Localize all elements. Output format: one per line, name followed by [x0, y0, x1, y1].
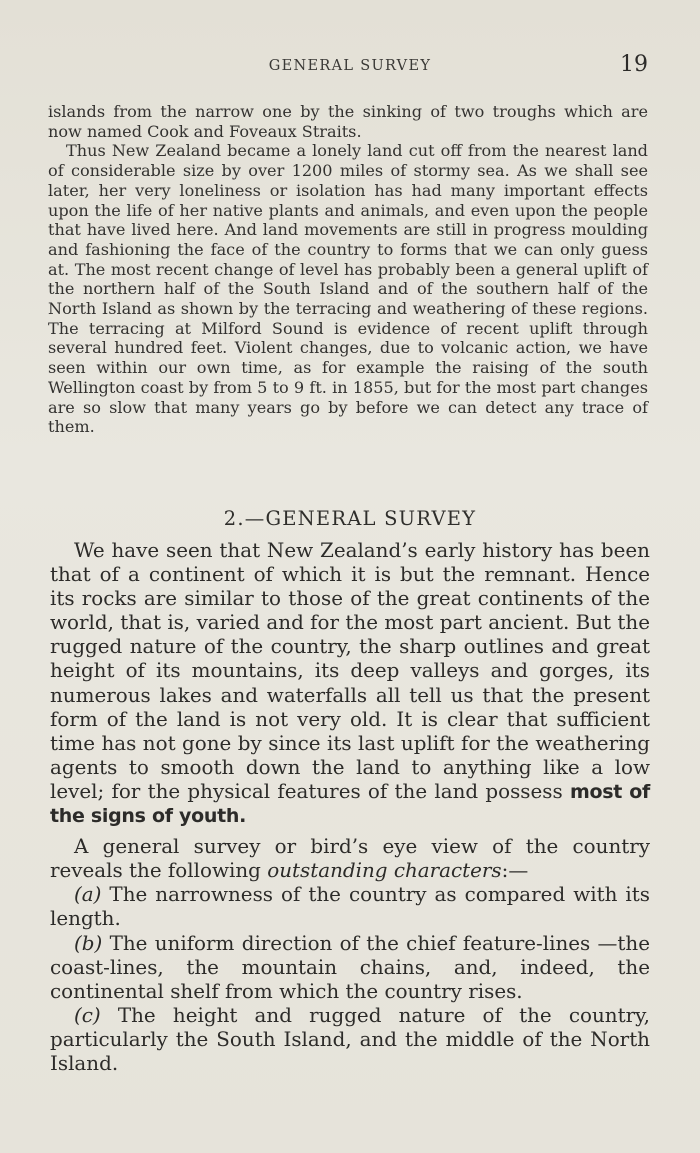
- emphasis-signs-of-youth: most of the signs of youth.: [50, 780, 651, 828]
- list-item-b: [50, 932, 650, 1004]
- section-paragraph-1-text: We have seen that New Zealand’s early history has been that of a continent of which it is but the remnant. Hence its rocks are similar to those of the great continents of the world, that is, varied and for the most part ancient. But the rugged nature of the country, the sharp outlines and great height of its mountains, its deep valleys and gorges, its numerous lakes and waterfalls all tell us that the present form of the land is not very old. It is clear that sufficient time has not gone by since its last uplift for the weathering agents to smooth down the land to anything like a low level; for the physical features of the land possess: [50, 539, 650, 803]
- list-label-c: (c): [74, 1003, 101, 1027]
- list-label-b: (b): [74, 931, 103, 955]
- intro-text-block: [48, 102, 648, 437]
- intro-paragraph-2: Thus New Zealand became a lonely land cut off from the nearest land of considerable size by over 1200 miles of stormy sea. As we shall see later, her very loneliness or isolation has had many important effects upon the life of her native plants and animals, and even upon the people that have lived here. And land movements are still in progress moulding and fashioning the face of the country to forms that we can only guess at. The most recent change of level has probably been a general uplift of the northern half of the South Island and of the southern half of the North Island as shown by the terracing and weathering of these regions. The terracing at Milford Sound is evidence of recent uplift through several hundred feet. Violent changes, due to volcanic action, we have seen within our own time, as for example the raising of the south Wellington coast by from 5 to 9 ft. in 1855, but for the most part changes are so slow that many years go by before we can detect any trace of them.: [48, 141, 648, 437]
- list-label-a: (a): [74, 883, 102, 907]
- list-item-c: [50, 1004, 650, 1076]
- section-paragraph-1: [50, 539, 650, 828]
- list-text-c: The height and rugged nature of the country, particularly the South Island, and the middle of the North Island.: [50, 1003, 650, 1075]
- list-item-a: [50, 883, 650, 931]
- section-heading: 2.—GENERAL SURVEY: [223, 507, 477, 530]
- section-paragraph-2-text: A general survey or bird’s eye view of the country reveals the following: [50, 835, 650, 883]
- section-paragraph-2-end: :—: [501, 859, 529, 883]
- page-number: 19: [620, 52, 648, 77]
- section-paragraph-2: [50, 835, 650, 883]
- running-header-title: GENERAL SURVEY: [268, 58, 432, 74]
- italic-outstanding-characters: outstanding characters: [267, 859, 502, 883]
- intro-paragraph-1: islands from the narrow one by the sinking of two troughs which are now named Cook and Foveaux Straits.: [48, 102, 648, 141]
- section-text-block: [50, 539, 650, 1076]
- list-text-a: The narrowness of the country as compared with its length.: [50, 883, 650, 931]
- list-text-b: The uniform direction of the chief feature-lines —the coast-lines, the mountain chains, and, indeed, the continental shelf from which the country rises.: [50, 931, 650, 1003]
